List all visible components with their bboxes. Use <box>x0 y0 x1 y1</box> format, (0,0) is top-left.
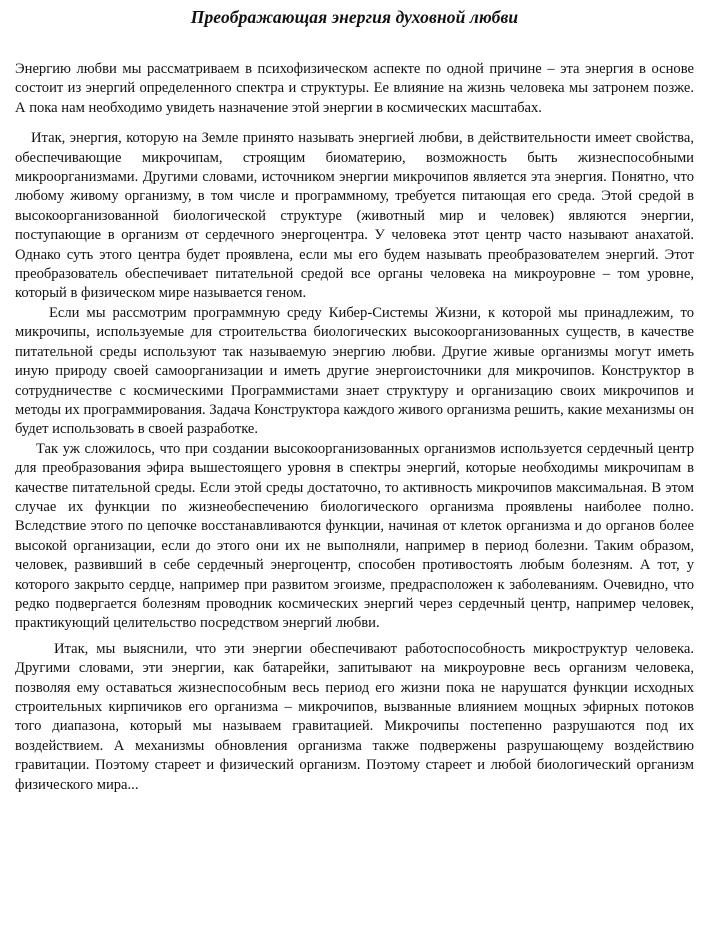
paragraph-1: Энергию любви мы рассматриваем в психофизическом аспекте по одной причине – эта энергия в основе состоит из энергий определенного спектра и структуры. Ее влияние на жизнь человека мы затронем позже. А пока нам необходимо увидеть назначение этой энергии в космических масштабах. <box>15 61 694 116</box>
paragraph-4: Так уж сложилось, что при создании высокоорганизованных организмов используется сердечный центр для преобразования эфира вышестоящего уровня в спектры энергий, которые необходимы микрочипам в качестве питательной среды. Если этой среды достаточно, то активность микрочипов максимальная. В этом случае их функции по жизнеобеспечению биологического организма проявлены наиболее полно. Вследствие этого по цепочке восстанавливаются функции, начиная от клеток организма и до органов более высокой организации, если до этого они их не выполняли, например в период болезни. Таким образом, человек, развивший в себе сердечный энергоцентр, способен противостоять любым болезням. А тот, у которого закрыто сердце, например при развитом эгоизме, предрасположен к заболеваниям. Очевидно, что редко подвергается болезням проводник космических энергий через сердечный центр, например человек, практикующий целительство посредством энергий любви. <box>15 440 694 632</box>
paragraph-3: Если мы рассмотрим программную среду Кибер-Системы Жизни, к которой мы принадлежим, то микрочипы, используемые для строительства биологических высокоорганизованных существ, в качестве питательной среды используют так называемую энергию любви. Другие живые организмы могут иметь иную природу своей самоорганизации и иметь другие энергоисточники для микрочипов. Конструктор в сотрудничестве с космическими Программистами знает структуру и организацию своих микрочипов и методы их программирования. Задача Конструктора каждого живого организма решить, какие механизмы он будет использовать в своей разработке. <box>15 304 694 438</box>
paragraph-5: Итак, мы выяснили, что эти энергии обеспечивают работоспособность микроструктур человека. Другими словами, эти энергии, как батарейки, запитывают на микроуровне весь организм человека, позволяя ему оставаться жизнеспособным весь период его жизни пока не нарушатся функции исходных строительных кирпичиков его организма – микрочипов, вызванные влиянием мощных эфирных потоков того диапазона, который мы называем гравитацией. Микрочипы постепенно разрушаются под их воздействием. А механизмы обновления организма также подвержены разрушающему воздействию гравитации. Поэтому стареет и физический организм. Поэтому стареет и любой биологический организм физического мира... <box>15 640 694 793</box>
document-page <box>15 0 694 795</box>
paragraph-2: Итак, энергия, которую на Земле принято называть энергией любви, в действительности имеет свойства, обеспечивающие микрочипам, строящим биоматерию, возможность быть жизнеспособными микроорганизмами. Другими словами, источником энергии микрочипов является эта энергия. Понятно, что любому живому организму, в том числе и программному, требуется питающая его среда. Этой средой в высокоорганизованной биологической структуре (животный мир и человек) являются энергии, поступающие в организм от сердечного энергоцентра. У человека этот центр часто называют анахатой. Однако суть этого центра будет проявлена, если мы его будем называть преобразователем энергий. Этот преобразователь обеспечивает питательной средой все органы человека на микроуровне – том уровне, который в физическом мире называется геном. <box>15 130 694 302</box>
document-title: Преображающая энергия духовной любви <box>190 7 519 27</box>
